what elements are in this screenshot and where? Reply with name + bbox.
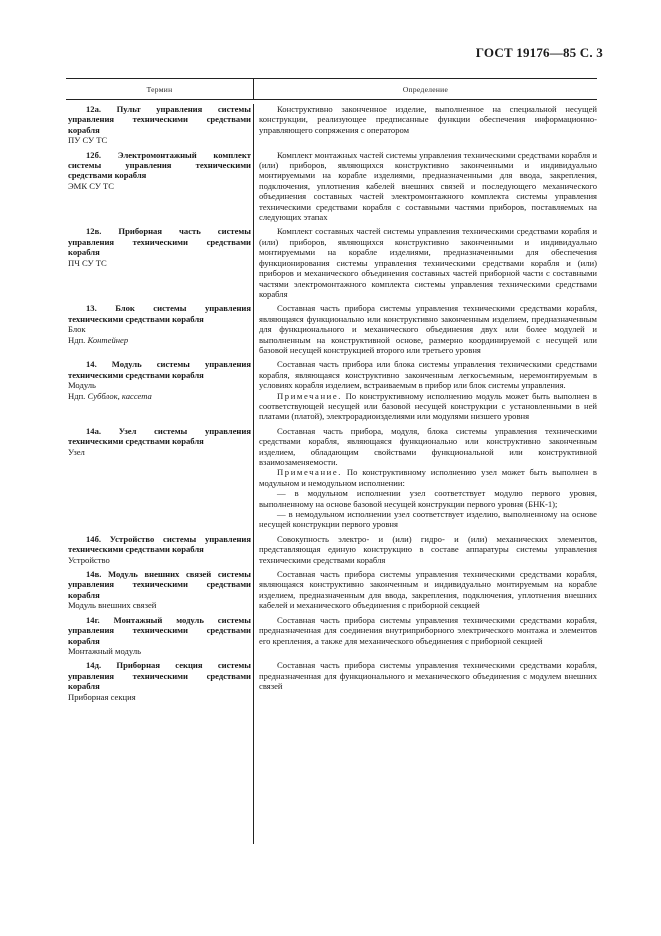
term-abbreviation: Узел [68, 446, 85, 457]
definition-text: Составная часть прибора системы управления техническими средствами корабля, являющаяся функционально или конструктивно законченным изделием, предназначенным для функционального и механического объединения двух или более модулей и выполненным на конструктивной основе, размерно координируемой с несущей или базовой несущей конструкцией второго или третьего уровня [259, 303, 597, 355]
definition-text: Составная часть прибора, модуля, блока системы управления техническими средствами корабля, являющаяся функционально или конструктивно законченным изделием, обладающим свойствами функциональной или конструктивной взаимозаменяемости. [259, 425, 597, 467]
table-row [66, 226, 597, 299]
nonrecommended-term [68, 335, 251, 345]
table-header [66, 78, 597, 100]
column-definition-header: Определение [253, 79, 597, 99]
table-row [66, 150, 597, 223]
terms-table [66, 78, 597, 702]
table-row [66, 104, 597, 146]
term-cell [66, 303, 251, 355]
note-list-item: — в немодульном исполнении узел соответствует изделию, выполненному на основе несущей конструкции первого уровня [259, 509, 597, 530]
nonrecommended-term [68, 391, 251, 401]
ndp-value: Контейнер [87, 334, 129, 345]
definition-text: Составная часть прибора системы управления техническими средствами корабля, являющаяся конструктивно законченным и индивидуально монтируемым на корабле изделием, предназначенным для ввода, закрепления, подключения, уплотнения внешних кабелей и механического объединения с приборной секцией [259, 569, 597, 611]
term-abbreviation: Приборная секция [68, 691, 136, 702]
term-name: 14а. Узел системы управления техническими средствами корабля [68, 425, 251, 447]
table-row [66, 534, 597, 565]
term-cell [66, 569, 251, 611]
definition-cell [251, 150, 597, 223]
definition-cell [251, 104, 597, 146]
definition-text: Составная часть прибора системы управления техническими средствами корабля, предназначенная для соединения внутриприборного электрического монтажа и элементов его крепления, а также для механического объединения с приборной секцией [259, 614, 597, 646]
table-row [66, 303, 597, 355]
note-text: По конструктивному исполнению узел может быть выполнен в модульном и немодульном исполнении: [259, 467, 597, 488]
term-cell [66, 226, 251, 299]
term-name: 12в. Приборная часть системы управления техническими средствами корабля [68, 226, 251, 258]
definition-cell [251, 534, 597, 565]
table-body [66, 104, 597, 702]
definition-cell [251, 426, 597, 530]
term-cell [66, 104, 251, 146]
term-abbreviation: Устройство [68, 554, 110, 565]
definition-text: Конструктивно законченное изделие, выполненное на специальной несущей конструкции, реализующее предписанные функции обеспечения информационно-управляющего сопряжения с оператором [259, 104, 597, 135]
definition-cell [251, 226, 597, 299]
note [259, 467, 597, 488]
term-name: 13. Блок системы управления техническими средствами корабля [68, 303, 251, 324]
term-name: 14б. Устройство системы управления техническими средствами корабля [68, 533, 251, 555]
term-name: 14г. Монтажный модуль системы управления техническими средствами корабля [68, 614, 251, 646]
definition-cell [251, 615, 597, 657]
ndp-label: Ндп. [68, 334, 86, 345]
definition-text: Составная часть прибора системы управления техническими средствами корабля, предназначенная для функционального и механического объединения с модулем внешних связей [259, 660, 597, 692]
definition-cell [251, 303, 597, 355]
definition-cell [251, 569, 597, 611]
term-cell [66, 534, 251, 565]
term-abbreviation: ЭМК СУ ТС [68, 180, 115, 191]
term-name: 14. Модуль системы управления техническими средствами корабля [68, 359, 251, 380]
term-abbreviation: Монтажный модуль [68, 645, 142, 656]
term-abbreviation: Модуль внешних связей [68, 600, 157, 611]
ndp-value: Субблок, кассета [87, 390, 152, 401]
note-text: По конструктивному исполнению модуль может быть выполнен в соответствующей несущей или базовой несущей конструкции с установленными в ней платами (платой), электрорадиоизделиями или модулями низшего уровня [259, 390, 597, 422]
term-abbreviation: ПЧ СУ ТС [68, 257, 107, 268]
term-name: 12а. Пульт управления системы управления техническими средствами корабля [68, 104, 251, 135]
term-abbreviation: Модуль [68, 380, 96, 391]
page-header: ГОСТ 19176—85 С. 3 [475, 45, 603, 60]
term-cell [66, 359, 251, 421]
column-term-header: Термин [146, 84, 173, 94]
table-row [66, 615, 597, 657]
term-cell [66, 615, 251, 657]
note-label: Примечание. [277, 390, 343, 401]
term-cell [66, 150, 251, 223]
note-list-item: — в модульном исполнении узел соответствует модулю первого уровня, выполненному на основе базовой несущей конструкции первого уровня (БНК-1); [259, 488, 597, 509]
table-row [66, 426, 597, 530]
term-name: 12б. Электромонтажный комплект системы управления техническими средствами корабля [68, 149, 251, 181]
definition-cell [251, 359, 597, 421]
definition-text: Комплект монтажных частей системы управления техническими средствами корабля и (или) приборов, являющихся конструктивно законченными и индивидуально монтируемыми на корабле изделиями, предназначенными для ввода, закрепления, подключения, уплотнения кабелей внешних связей и последующего механического объединения составных частей электромонтажного комплекта системы управления техническими средствами корабля с составными частями приборов, поставляемых на следующих этапах [259, 149, 597, 223]
term-cell [66, 660, 251, 702]
note [259, 391, 597, 422]
ndp-label: Ндп. [68, 390, 86, 401]
term-cell [66, 426, 251, 530]
note-label: Примечание. [277, 467, 343, 478]
term-abbreviation: Блок [68, 324, 86, 335]
definition-cell [251, 660, 597, 702]
term-name: 14в. Модуль внешних связей системы управления техническими средствами корабля [68, 569, 251, 600]
table-row [66, 569, 597, 611]
definition-text: Совокупность электро- и (или) гидро- и (или) механических элементов, представляющая единую конструкцию в составе аппаратуры системы управления техническими средствами корабля [259, 533, 597, 565]
term-abbreviation: ПУ СУ ТС [68, 135, 108, 146]
table-row [66, 359, 597, 421]
definition-text: Составная часть прибора или блока системы управления техническими средствами корабля, являющаяся конструктивно законченным легкосъемным, неремонтируемым в условиях корабля изделием, встраиваемым в прибор или блок системы управления. [259, 359, 597, 391]
column-divider [253, 104, 254, 844]
term-name: 14д. Приборная секция системы управления техническими средствами корабля [68, 660, 251, 692]
table-row [66, 660, 597, 702]
definition-text: Комплект составных частей системы управления техническими средствами корабля и (или) приборов, являющихся конструктивно законченными и индивидуально монтируемыми на корабле изделиями, предназначенными для обеспечения функционирования системы управления техническими средствами корабля и (или) приборов и механического объединения составных частей приборной части с составными частями электромонтажного комплекта системы управления техническими средствами корабля [259, 226, 597, 299]
